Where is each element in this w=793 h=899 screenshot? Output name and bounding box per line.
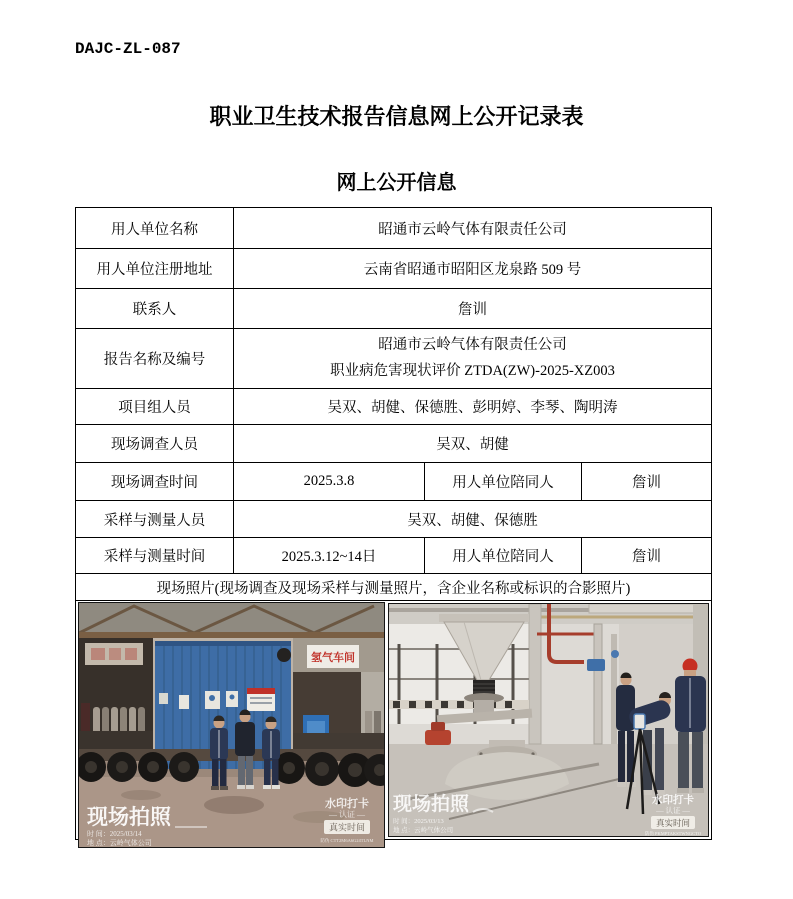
right-badge-line2: — 认证 —	[656, 806, 690, 815]
row-value-report-name	[234, 329, 712, 389]
left-badge-line2: — 认证 —	[329, 810, 365, 819]
row-label-employer-name: 用人单位名称	[76, 208, 234, 249]
report-name-line1: 昭通市云岭气体有限责任公司	[378, 337, 567, 354]
right-badge-code: 防伪 PKMPTAKSTWNGCTO	[644, 831, 702, 836]
right-watermark-time: 时 间：2025/03/13	[393, 818, 444, 825]
row-value-sampling-escort: 詹训	[582, 538, 712, 574]
row-label-report-name: 报告名称及编号	[76, 329, 234, 389]
record-table	[75, 207, 712, 847]
left-badge-button: 真实时间	[328, 822, 366, 833]
table-row	[76, 329, 712, 389]
report-name-line2: 职业病危害现状评价 ZTDA(ZW)-2025-XZ003	[330, 362, 615, 379]
row-label-survey-escort: 用人单位陪同人	[425, 463, 582, 501]
right-watermark-title: 现场拍照	[393, 794, 470, 815]
row-value-sampling-staff: 吴双、胡健、保德胜	[234, 501, 712, 538]
table-row	[76, 289, 712, 329]
row-label-sampling-escort: 用人单位陪同人	[425, 538, 582, 574]
left-badge-code: 防伪 CTT2M6A6G24TLNM	[320, 838, 374, 843]
left-watermark-location: 地 点：云岭气体公司	[87, 839, 152, 847]
row-value-registered-address: 云南省昭通市昭阳区龙泉路 509 号	[234, 249, 712, 289]
row-value-survey-escort: 詹训	[582, 463, 712, 501]
row-label-survey-time: 现场调查时间	[76, 463, 234, 501]
workshop-sign-text: 氢气车间	[311, 652, 355, 664]
table-row	[76, 501, 712, 538]
row-value-survey-time: 2025.3.8	[234, 463, 425, 501]
table-row	[76, 601, 712, 840]
row-label-survey-staff: 现场调查人员	[76, 425, 234, 463]
site-photo-right	[388, 603, 709, 837]
page-title: 职业卫生技术报告信息网上公开记录表	[209, 104, 584, 129]
photos-cell	[76, 601, 712, 847]
left-watermark-time: 时 间：2025/03/14	[87, 830, 142, 838]
doc-code: DAJC-ZL-087	[75, 40, 181, 58]
page-subtitle: 网上公开信息	[336, 172, 457, 194]
site-photo-left	[78, 602, 385, 848]
right-watermark-location: 地 点：云岭气体公司	[393, 827, 454, 834]
row-value-survey-staff: 吴双、胡健	[234, 425, 712, 463]
table-row	[76, 425, 712, 463]
table-row	[76, 208, 712, 249]
row-value-project-team: 吴双、胡健、保德胜、彭明婷、李琴、陶明涛	[234, 389, 712, 425]
right-badge-button: 真实时间	[655, 818, 691, 828]
left-badge-line1: 水印打卡	[325, 798, 369, 810]
table-row	[76, 389, 712, 425]
warehouse-photo-illustration	[79, 603, 384, 847]
equipment-photo-illustration	[389, 604, 708, 836]
row-value-contact: 詹训	[234, 289, 712, 329]
row-label-registered-address: 用人单位注册地址	[76, 249, 234, 289]
row-label-sampling-staff: 采样与测量人员	[76, 501, 234, 538]
table-row	[76, 249, 712, 289]
row-label-project-team: 项目组人员	[76, 389, 234, 425]
photos-caption: 现场照片(现场调查及现场采样与测量照片，含企业名称或标识的合影照片)	[76, 574, 712, 601]
table-row	[76, 538, 712, 574]
row-value-sampling-time: 2025.3.12~14日	[234, 538, 425, 574]
table-row	[76, 574, 712, 601]
row-value-employer-name: 昭通市云岭气体有限责任公司	[234, 208, 712, 249]
row-label-contact: 联系人	[76, 289, 234, 329]
left-watermark-title: 现场拍照	[87, 805, 171, 829]
right-badge-line1: 水印打卡	[652, 795, 694, 806]
table-row	[76, 463, 712, 501]
row-label-sampling-time: 采样与测量时间	[76, 538, 234, 574]
